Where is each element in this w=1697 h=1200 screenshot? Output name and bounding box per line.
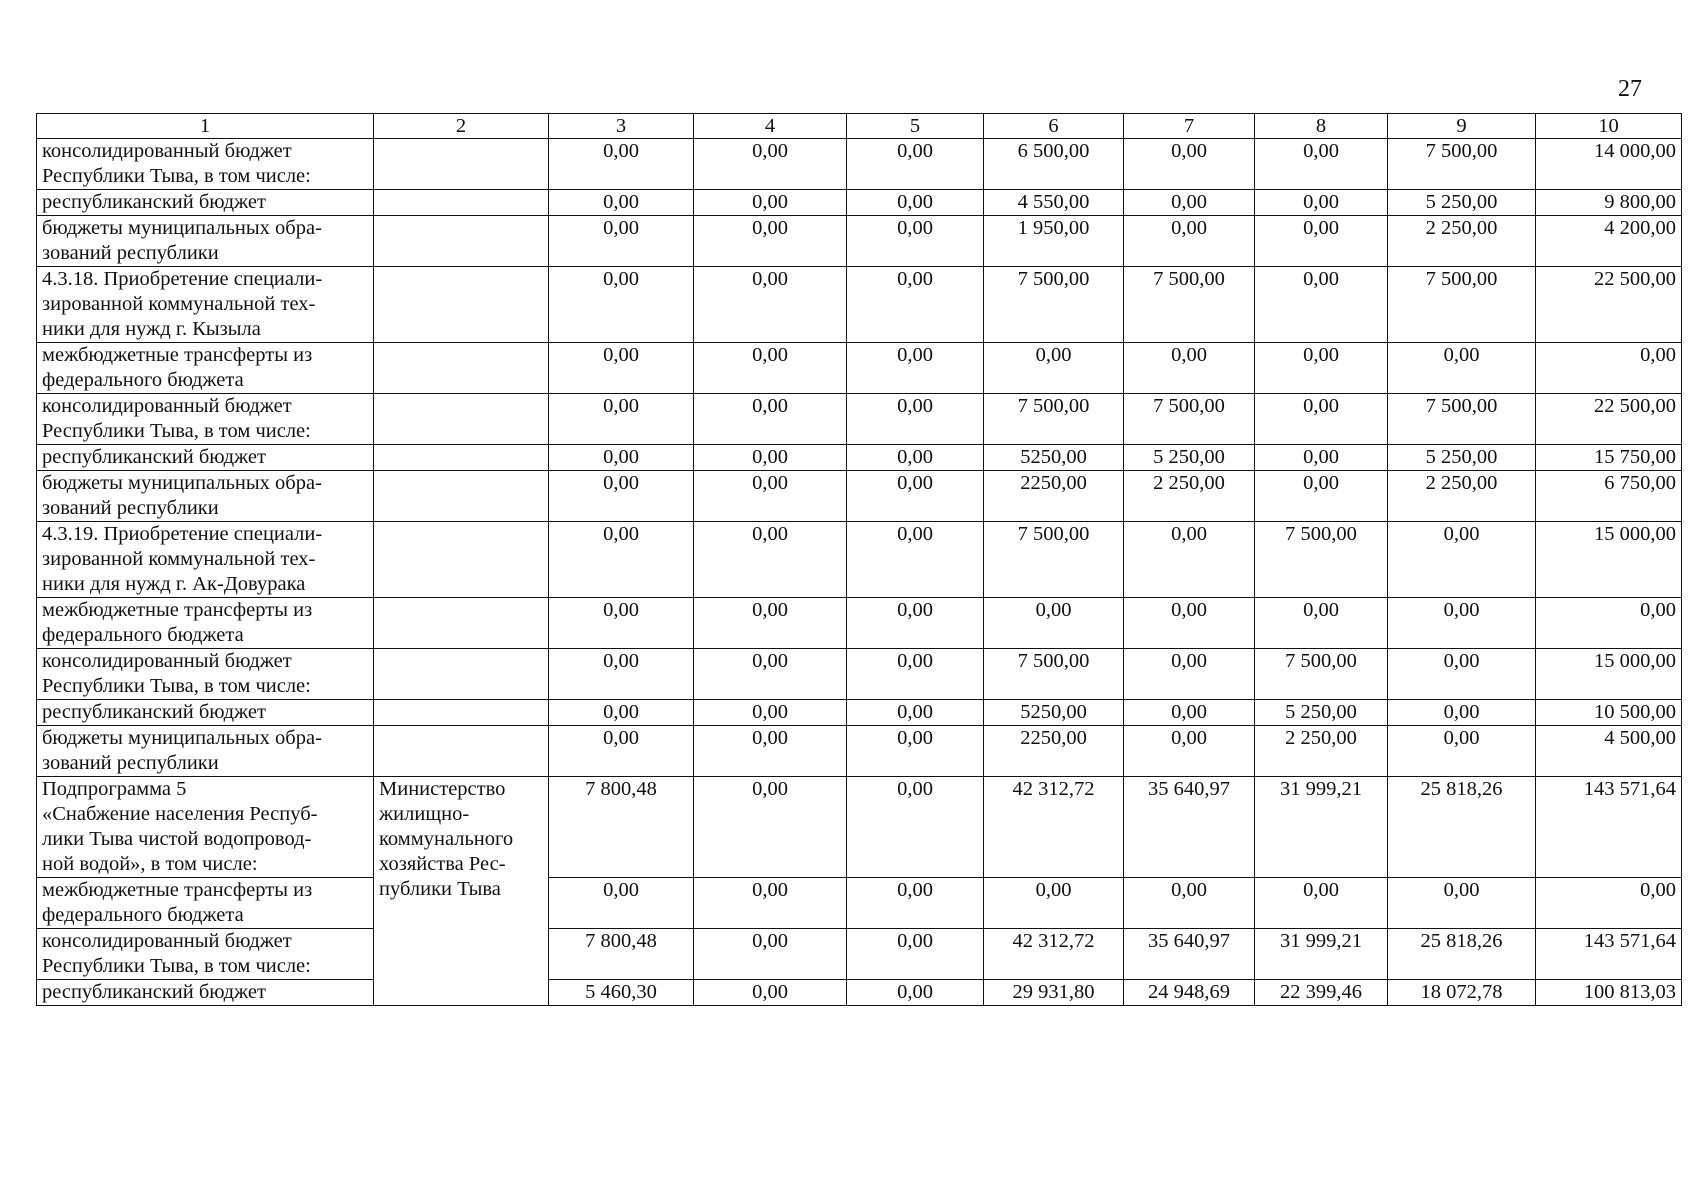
- value-cell: 22 500,00: [1536, 394, 1682, 445]
- description-line: 4.3.18. Приобретение специали-: [42, 268, 323, 290]
- value-cell: 0,00: [694, 445, 847, 471]
- responsible-cell: [374, 726, 549, 777]
- value-cell: 0,00: [1124, 139, 1255, 190]
- value-cell: 0,00: [1124, 700, 1255, 726]
- description-line: республиканский бюджет: [42, 446, 266, 468]
- value-cell: 0,00: [694, 139, 847, 190]
- value-cell: 0,00: [1124, 343, 1255, 394]
- value-cell: 7 500,00: [1388, 394, 1536, 445]
- value-cell: 4 550,00: [984, 190, 1124, 216]
- description-line: республиканский бюджет: [42, 191, 266, 213]
- value-cell: 0,00: [549, 394, 694, 445]
- value-cell: 0,00: [1124, 878, 1255, 929]
- description-line: республиканский бюджет: [42, 701, 266, 723]
- description-line: консолидированный бюджет: [42, 140, 292, 162]
- table-row: [37, 216, 1682, 267]
- value-cell: 14 000,00: [1536, 139, 1682, 190]
- row-description: [37, 267, 374, 343]
- value-cell: 0,00: [847, 190, 984, 216]
- table-row: [37, 980, 1682, 1006]
- value-cell: 0,00: [694, 777, 847, 878]
- value-cell: 0,00: [847, 216, 984, 267]
- responsible-cell: [374, 139, 549, 190]
- value-cell: 0,00: [847, 394, 984, 445]
- value-cell: 0,00: [847, 980, 984, 1006]
- value-cell: 0,00: [1255, 878, 1388, 929]
- value-cell: 2 250,00: [1255, 726, 1388, 777]
- description-line: зований республики: [42, 497, 219, 519]
- value-cell: 24 948,69: [1124, 980, 1255, 1006]
- value-cell: 0,00: [847, 445, 984, 471]
- value-cell: 42 312,72: [984, 929, 1124, 980]
- row-description: [37, 522, 374, 598]
- value-cell: 15 000,00: [1536, 522, 1682, 598]
- value-cell: 7 500,00: [1255, 522, 1388, 598]
- value-cell: 0,00: [847, 267, 984, 343]
- value-cell: 7 500,00: [1124, 267, 1255, 343]
- value-cell: 0,00: [694, 394, 847, 445]
- value-cell: 0,00: [1388, 700, 1536, 726]
- value-cell: 5 250,00: [1124, 445, 1255, 471]
- value-cell: 0,00: [1255, 471, 1388, 522]
- value-cell: 5250,00: [984, 445, 1124, 471]
- value-cell: 15 750,00: [1536, 445, 1682, 471]
- description-line: Республики Тыва, в том числе:: [42, 955, 311, 977]
- value-cell: 22 399,46: [1255, 980, 1388, 1006]
- value-cell: 0,00: [984, 878, 1124, 929]
- value-cell: 0,00: [1124, 598, 1255, 649]
- value-cell: 0,00: [847, 929, 984, 980]
- value-cell: 0,00: [694, 649, 847, 700]
- value-cell: 0,00: [694, 522, 847, 598]
- responsible-cell: [374, 445, 549, 471]
- description-line: зированной коммунальной тех-: [42, 293, 316, 315]
- column-number: 6: [984, 114, 1124, 139]
- row-description: [37, 929, 374, 980]
- value-cell: 0,00: [984, 598, 1124, 649]
- responsible-cell: [374, 394, 549, 445]
- column-number: 10: [1536, 114, 1682, 139]
- value-cell: 0,00: [1388, 522, 1536, 598]
- description-line: межбюджетные трансферты из: [42, 344, 313, 366]
- responsible-executor: [374, 777, 549, 1006]
- value-cell: 0,00: [1536, 878, 1682, 929]
- value-cell: 0,00: [549, 649, 694, 700]
- page-number: 27: [1618, 76, 1642, 102]
- value-cell: 4 200,00: [1536, 216, 1682, 267]
- value-cell: 143 571,64: [1536, 777, 1682, 878]
- table-row: [37, 522, 1682, 598]
- value-cell: 0,00: [847, 522, 984, 598]
- value-cell: 0,00: [694, 343, 847, 394]
- column-number: 3: [549, 114, 694, 139]
- value-cell: 0,00: [694, 878, 847, 929]
- column-number-row: [37, 114, 1682, 139]
- table-row: [37, 445, 1682, 471]
- value-cell: 0,00: [1255, 216, 1388, 267]
- description-line: консолидированный бюджет: [42, 930, 292, 952]
- row-description: [37, 649, 374, 700]
- value-cell: 0,00: [1255, 190, 1388, 216]
- value-cell: 0,00: [847, 471, 984, 522]
- description-line: ной водой», в том числе:: [42, 853, 258, 875]
- value-cell: 0,00: [1388, 598, 1536, 649]
- responsible-line: коммунального: [379, 828, 514, 850]
- value-cell: 0,00: [549, 267, 694, 343]
- responsible-cell: [374, 598, 549, 649]
- value-cell: 0,00: [1536, 343, 1682, 394]
- value-cell: 0,00: [694, 471, 847, 522]
- value-cell: 0,00: [1388, 878, 1536, 929]
- value-cell: 2 250,00: [1124, 471, 1255, 522]
- value-cell: 0,00: [694, 190, 847, 216]
- value-cell: 31 999,21: [1255, 777, 1388, 878]
- description-line: «Снабжение населения Респуб-: [42, 803, 318, 825]
- column-number: 4: [694, 114, 847, 139]
- column-number: 7: [1124, 114, 1255, 139]
- table-row: [37, 878, 1682, 929]
- table-row: [37, 598, 1682, 649]
- description-line: 4.3.19. Приобретение специали-: [42, 523, 323, 545]
- value-cell: 0,00: [694, 598, 847, 649]
- description-line: консолидированный бюджет: [42, 395, 292, 417]
- value-cell: 0,00: [1124, 216, 1255, 267]
- value-cell: 143 571,64: [1536, 929, 1682, 980]
- value-cell: 0,00: [1124, 522, 1255, 598]
- value-cell: 7 500,00: [984, 394, 1124, 445]
- value-cell: 0,00: [694, 980, 847, 1006]
- value-cell: 0,00: [549, 343, 694, 394]
- value-cell: 0,00: [1255, 445, 1388, 471]
- table-row: [37, 700, 1682, 726]
- value-cell: 6 500,00: [984, 139, 1124, 190]
- description-line: Подпрограмма 5: [42, 778, 187, 800]
- responsible-cell: [374, 522, 549, 598]
- description-line: Республики Тыва, в том числе:: [42, 165, 311, 187]
- table-row: [37, 726, 1682, 777]
- value-cell: 10 500,00: [1536, 700, 1682, 726]
- description-line: федерального бюджета: [42, 369, 244, 391]
- description-line: бюджеты муниципальных обра-: [42, 472, 322, 494]
- table-row: [37, 471, 1682, 522]
- value-cell: 2 250,00: [1388, 216, 1536, 267]
- description-line: консолидированный бюджет: [42, 650, 292, 672]
- value-cell: 2 250,00: [1388, 471, 1536, 522]
- value-cell: 0,00: [694, 267, 847, 343]
- value-cell: 7 500,00: [1255, 649, 1388, 700]
- table-row: [37, 929, 1682, 980]
- value-cell: 31 999,21: [1255, 929, 1388, 980]
- row-description: [37, 700, 374, 726]
- value-cell: 100 813,03: [1536, 980, 1682, 1006]
- row-description: [37, 216, 374, 267]
- column-number: 8: [1255, 114, 1388, 139]
- value-cell: 0,00: [549, 598, 694, 649]
- value-cell: 0,00: [549, 190, 694, 216]
- value-cell: 2250,00: [984, 471, 1124, 522]
- responsible-cell: [374, 471, 549, 522]
- row-description: [37, 343, 374, 394]
- value-cell: 0,00: [549, 878, 694, 929]
- value-cell: 0,00: [847, 726, 984, 777]
- value-cell: 0,00: [549, 445, 694, 471]
- row-description: [37, 394, 374, 445]
- value-cell: 7 500,00: [1388, 139, 1536, 190]
- value-cell: 0,00: [1255, 394, 1388, 445]
- value-cell: 1 950,00: [984, 216, 1124, 267]
- value-cell: 4 500,00: [1536, 726, 1682, 777]
- value-cell: 0,00: [1255, 139, 1388, 190]
- value-cell: 0,00: [549, 471, 694, 522]
- value-cell: 0,00: [549, 700, 694, 726]
- row-description: [37, 445, 374, 471]
- value-cell: 0,00: [847, 139, 984, 190]
- description-line: межбюджетные трансферты из: [42, 879, 313, 901]
- description-line: Республики Тыва, в том числе:: [42, 420, 311, 442]
- row-description: [37, 726, 374, 777]
- responsible-cell: [374, 267, 549, 343]
- value-cell: 2250,00: [984, 726, 1124, 777]
- value-cell: 0,00: [847, 598, 984, 649]
- responsible-cell: [374, 649, 549, 700]
- value-cell: 29 931,80: [984, 980, 1124, 1006]
- responsible-line: Министерство: [379, 778, 506, 800]
- value-cell: 0,00: [694, 929, 847, 980]
- value-cell: 0,00: [1388, 726, 1536, 777]
- description-line: Республики Тыва, в том числе:: [42, 675, 311, 697]
- value-cell: 42 312,72: [984, 777, 1124, 878]
- value-cell: 0,00: [1388, 649, 1536, 700]
- table-row: [37, 190, 1682, 216]
- row-description: [37, 980, 374, 1006]
- description-line: зований республики: [42, 242, 219, 264]
- value-cell: 7 800,48: [549, 929, 694, 980]
- value-cell: 22 500,00: [1536, 267, 1682, 343]
- value-cell: 0,00: [847, 878, 984, 929]
- table-row: [37, 139, 1682, 190]
- value-cell: 0,00: [1124, 649, 1255, 700]
- description-line: бюджеты муниципальных обра-: [42, 727, 322, 749]
- value-cell: 5 250,00: [1255, 700, 1388, 726]
- value-cell: 0,00: [984, 343, 1124, 394]
- value-cell: 0,00: [549, 726, 694, 777]
- row-description: [37, 471, 374, 522]
- description-line: республиканский бюджет: [42, 981, 266, 1003]
- value-cell: 7 500,00: [984, 267, 1124, 343]
- responsible-cell: [374, 190, 549, 216]
- column-number: 1: [37, 114, 374, 139]
- value-cell: 0,00: [1124, 726, 1255, 777]
- responsible-cell: [374, 700, 549, 726]
- value-cell: 5250,00: [984, 700, 1124, 726]
- responsible-line: жилищно-: [379, 803, 470, 825]
- value-cell: 0,00: [694, 726, 847, 777]
- value-cell: 25 818,26: [1388, 777, 1536, 878]
- value-cell: 0,00: [847, 700, 984, 726]
- responsible-cell: [374, 343, 549, 394]
- value-cell: 7 800,48: [549, 777, 694, 878]
- value-cell: 7 500,00: [984, 649, 1124, 700]
- description-line: бюджеты муниципальных обра-: [42, 217, 322, 239]
- row-description: [37, 139, 374, 190]
- row-description: [37, 878, 374, 929]
- value-cell: 0,00: [1255, 343, 1388, 394]
- row-description: [37, 190, 374, 216]
- table-row: [37, 343, 1682, 394]
- table-row: [37, 777, 1682, 878]
- description-line: лики Тыва чистой водопровод-: [42, 828, 312, 850]
- value-cell: 0,00: [694, 216, 847, 267]
- description-line: ники для нужд г. Ак-Довурака: [42, 573, 306, 595]
- value-cell: 0,00: [549, 216, 694, 267]
- row-description: [37, 598, 374, 649]
- responsible-line: публики Тыва: [379, 878, 501, 900]
- value-cell: 5 250,00: [1388, 445, 1536, 471]
- description-line: ники для нужд г. Кызыла: [42, 318, 261, 340]
- table-row: [37, 394, 1682, 445]
- value-cell: 0,00: [1388, 343, 1536, 394]
- value-cell: 0,00: [847, 777, 984, 878]
- value-cell: 25 818,26: [1388, 929, 1536, 980]
- value-cell: 35 640,97: [1124, 777, 1255, 878]
- column-number: 2: [374, 114, 549, 139]
- table-row: [37, 649, 1682, 700]
- description-line: зований республики: [42, 752, 219, 774]
- value-cell: 7 500,00: [1124, 394, 1255, 445]
- column-number: 9: [1388, 114, 1536, 139]
- value-cell: 0,00: [1536, 598, 1682, 649]
- description-line: межбюджетные трансферты из: [42, 599, 313, 621]
- value-cell: 9 800,00: [1536, 190, 1682, 216]
- value-cell: 0,00: [1255, 598, 1388, 649]
- value-cell: 35 640,97: [1124, 929, 1255, 980]
- value-cell: 7 500,00: [984, 522, 1124, 598]
- table-row: [37, 267, 1682, 343]
- value-cell: 0,00: [847, 343, 984, 394]
- responsible-cell: [374, 216, 549, 267]
- description-line: федерального бюджета: [42, 904, 244, 926]
- description-line: федерального бюджета: [42, 624, 244, 646]
- value-cell: 15 000,00: [1536, 649, 1682, 700]
- value-cell: 0,00: [1124, 190, 1255, 216]
- value-cell: 6 750,00: [1536, 471, 1682, 522]
- value-cell: 0,00: [694, 700, 847, 726]
- value-cell: 0,00: [549, 522, 694, 598]
- value-cell: 18 072,78: [1388, 980, 1536, 1006]
- description-line: зированной коммунальной тех-: [42, 548, 316, 570]
- value-cell: 0,00: [1255, 267, 1388, 343]
- responsible-line: хозяйства Рес-: [379, 853, 506, 875]
- value-cell: 5 250,00: [1388, 190, 1536, 216]
- value-cell: 0,00: [847, 649, 984, 700]
- budget-table: [36, 113, 1682, 1006]
- column-number: 5: [847, 114, 984, 139]
- value-cell: 0,00: [549, 139, 694, 190]
- row-description: [37, 777, 374, 878]
- value-cell: 5 460,30: [549, 980, 694, 1006]
- value-cell: 7 500,00: [1388, 267, 1536, 343]
